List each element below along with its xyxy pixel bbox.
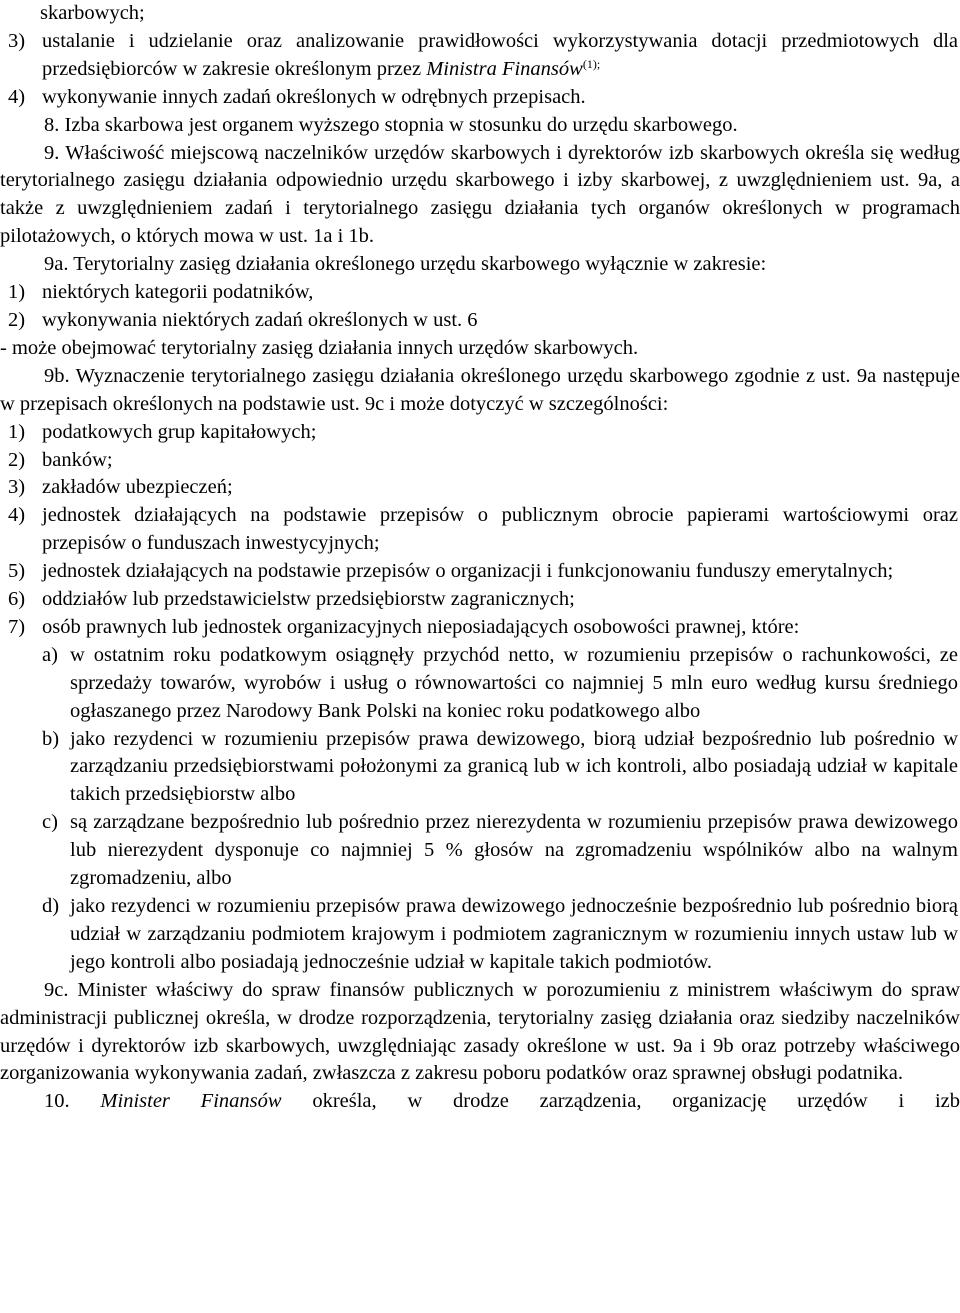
list-number: 6) <box>8 588 26 611</box>
list-item-text: wykonywania niektórych zadań określonych w ust. 6 <box>42 308 478 331</box>
sub-item-letter: a) <box>42 643 58 666</box>
continuation-line: skarbowych; <box>40 2 145 24</box>
paragraph-9a: 9a. Terytorialny zasięg działania określonego urzędu skarbowego wyłącznie w zakresie: <box>44 253 767 276</box>
list-item-text: zakładów ubezpieczeń; <box>42 476 233 499</box>
sub-item-letter: c) <box>42 811 58 834</box>
sub-item <box>2 809 958 893</box>
paragraph-9b: 9b. Wyznaczenie terytorialnego zasięgu działania określonego urzędu skarbowego zgodnie z ust. 9a następuje w przepisach określonych na podstawie ust. 9c i może dotyczyć w szczególności: <box>0 364 960 415</box>
list-number: 5) <box>8 560 26 583</box>
sub-item-letter: b) <box>42 727 60 750</box>
list-item-3 <box>2 28 958 84</box>
list-item <box>2 614 958 642</box>
list-item <box>2 419 958 447</box>
sub-item-text: jako rezydenci w rozumieniu przepisów prawa dewizowego jednocześnie bezpośrednio lub pośrednio biorą udział w zarządzaniu podmiotem krajowym i podmiotem zagranicznym w rozumieniu innych ustaw lub w jego kontroli albo posiadają jednocześnie udział w kapitale takich podmiotów. <box>70 895 958 973</box>
list-item-text: jednostek działających na podstawie przepisów o organizacji i funkcjonowaniu funduszy emerytalnych; <box>42 560 894 583</box>
list-item-text: jednostek działających na podstawie przepisów o publicznym obrocie papierami wartościowymi oraz przepisów o funduszach inwestycyjnych; <box>42 504 958 555</box>
sub-item-letter: d) <box>42 895 60 917</box>
list-number: 1) <box>8 281 26 304</box>
sub-item <box>2 726 958 810</box>
list-item-text: banków; <box>42 448 113 471</box>
list-item <box>2 502 958 558</box>
list-number: 2) <box>8 308 26 331</box>
list-item-text: niektórych kategorii podatników, <box>42 281 314 304</box>
list-item-text: podatkowych grup kapitałowych; <box>42 420 317 443</box>
paragraph-8: 8. Izba skarbowa jest organem wyższego stopnia w stosunku do urzędu skarbowego. <box>44 113 738 136</box>
list-number: 2) <box>8 448 26 471</box>
sub-item <box>2 893 958 977</box>
sub-item-text: w ostatnim roku podatkowym osiągnęły przychód netto, w rozumieniu przepisów o rachunkowości, ze sprzedaży towarów, wyrobów i usług o równowartości co najmniej 5 mln euro według kursu średniego ogłaszanego przez Narodowy Bank Polski na koniec roku podatkowego albo <box>70 643 958 722</box>
paragraph-10 <box>0 1088 960 1116</box>
list-item <box>2 474 958 502</box>
list-item <box>2 279 958 307</box>
list-item-text: ustalanie i udzielanie oraz analizowanie prawidłowości wykorzystywania dotacji przedmiotowych dla przedsiębiorców w zakresie określonym przez <box>42 29 958 80</box>
italic-term: Ministra Finansów <box>426 57 583 80</box>
footnote-ref: (1); <box>582 56 601 71</box>
list-item-4 <box>2 84 958 112</box>
sub-item-text: jako rezydenci w rozumieniu przepisów prawa dewizowego, biorą udział bezpośrednio lub pośrednio w zarządzaniu przedsiębiorstwami położonymi za granicą lub w ich kontroli, albo posiadają udział w kapitale takich przedsiębiorstw albo <box>70 727 958 806</box>
list-item-text: oddziałów lub przedstawicielstw przedsiębiorstw zagranicznych; <box>42 588 575 611</box>
list-number: 4) <box>8 504 26 527</box>
list-item <box>2 447 958 475</box>
list-number: 4) <box>8 85 26 108</box>
list-number: 3) <box>8 29 26 52</box>
list-item-text: osób prawnych lub jednostek organizacyjnych nieposiadających osobowości prawnej, które: <box>42 615 800 638</box>
list-item-text: wykonywanie innych zadań określonych w odrębnych przepisach. <box>42 85 586 108</box>
list-number: 1) <box>8 420 26 443</box>
paragraph-9a-tail: - może obejmować terytorialny zasięg działania innych urzędów skarbowych. <box>0 336 639 359</box>
paragraph-text: określa, w drodze zarządzenia, organizację urzędów i izb <box>281 1090 960 1113</box>
paragraph-number: 10. <box>44 1090 70 1113</box>
list-number: 3) <box>8 476 26 499</box>
paragraph-9c: 9c. Minister właściwy do spraw finansów publicznych w porozumieniu z ministrem właściwym do spraw administracji publicznej określa, w drodze rozporządzenia, terytorialny zasięg działania oraz siedziby naczelników urzędów i dyrektorów izb skarbowych, uwzględniając zasady określone w ust. 9a i 9b oraz potrzeby właściwego zorganizowania wykonywania zadań, zwłaszcza z zakresu poboru podatków oraz sprawnej obsługi podatnika. <box>0 978 960 1085</box>
paragraph-9: 9. Właściwość miejscową naczelników urzędów skarbowych i dyrektorów izb skarbowych określa się według terytorialnego zasięgu działania odpowiednio urzędu skarbowego i izby skarbowej, z uwzględnieniem ust. 9a, a także z uwzględnieniem zadań i terytorialnego zasięgu działania tych organów określonych w programach pilotażowych, o których mowa w ust. 1a i 1b. <box>0 141 960 248</box>
list-item <box>2 586 958 614</box>
italic-term: Minister Finansów <box>100 1090 282 1113</box>
sub-item-text: są zarządzane bezpośrednio lub pośrednio przez nierezydenta w rozumieniu przepisów prawa dewizowego lub nierezydent dysponuje co najmniej 5 % głosów na zgromadzeniu wspólników albo na walnym zgromadzeniu, albo <box>70 811 958 890</box>
sub-item <box>2 642 958 726</box>
list-item <box>2 307 958 335</box>
list-item <box>2 558 958 586</box>
list-number: 7) <box>8 615 26 638</box>
